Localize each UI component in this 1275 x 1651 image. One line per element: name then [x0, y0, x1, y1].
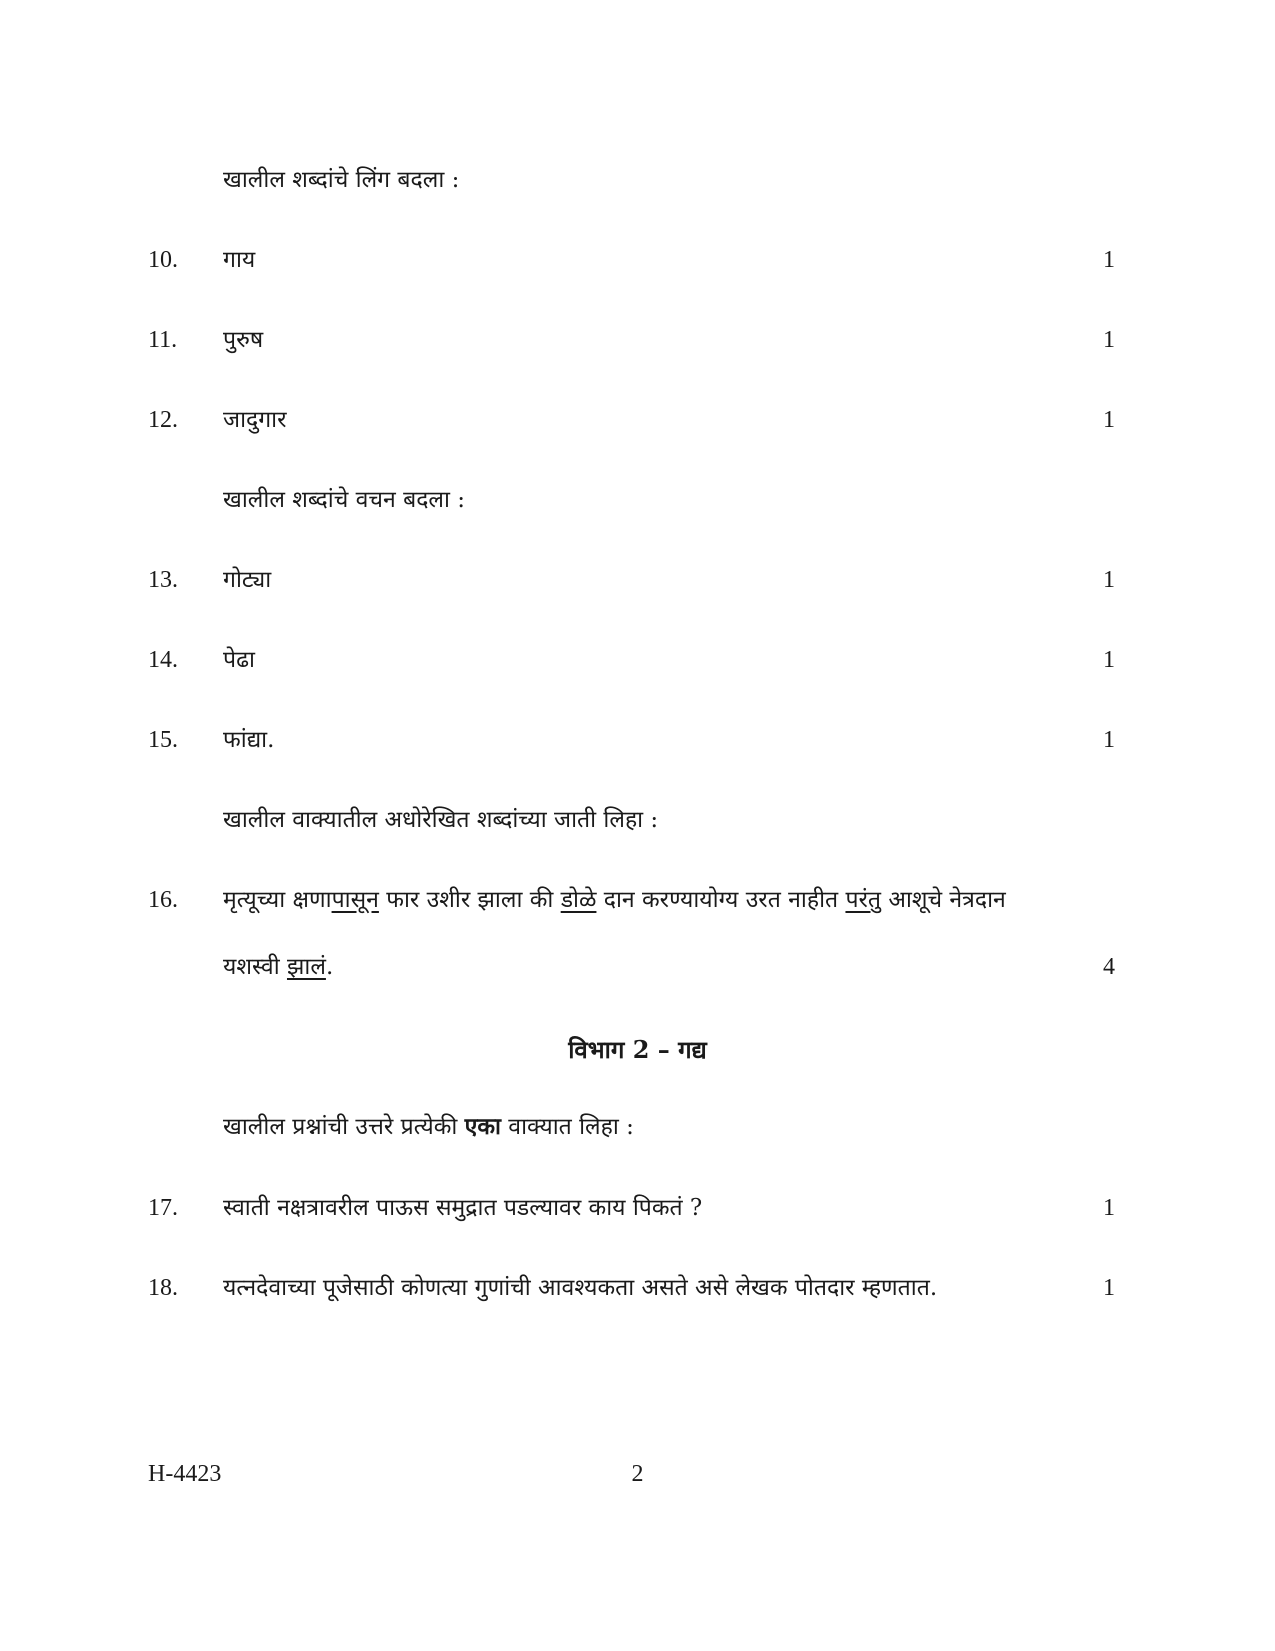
text-segment: आशूचे नेत्रदान [881, 887, 1006, 913]
question-marks: 1 [1103, 567, 1115, 593]
question-number: 12. [148, 407, 178, 433]
question-marks: 1 [1103, 247, 1115, 273]
section-heading: विभाग 2 – गद्य [568, 1035, 707, 1064]
question-marks: 4 [1103, 954, 1115, 980]
question-number: 13. [148, 567, 178, 593]
instruction-text: खालील शब्दांचे लिंग बदला : [223, 167, 460, 193]
question-text: गाय [223, 247, 256, 273]
underlined-word: परंतु [845, 887, 882, 913]
question-text: फांद्या. [223, 727, 275, 753]
paper-code: H-4423 [148, 1461, 222, 1487]
text-segment: फार उशीर झाला की [378, 887, 561, 913]
question-marks: 1 [1103, 1275, 1115, 1301]
instruction-text: खालील शब्दांचे वचन बदला : [223, 487, 466, 513]
question-number: 10. [148, 247, 178, 273]
question-text [223, 885, 1006, 915]
question-number: 18. [148, 1275, 178, 1301]
question-marks: 1 [1103, 1195, 1115, 1221]
text-segment: मृत्यूच्या क्षणा [223, 887, 332, 913]
question-number: 15. [148, 727, 178, 753]
question-text: यत्नदेवाच्या पूजेसाठी कोणत्या गुणांची आवश्यकता असते असे लेखक पोतदार म्हणतात. [223, 1275, 938, 1301]
page-number: 2 [631, 1461, 644, 1487]
instruction-text: खालील वाक्यातील अधोरेखित शब्दांच्या जाती लिहा : [223, 807, 659, 833]
underlined-word: झालं [286, 954, 326, 980]
text-segment: यशस्वी [223, 954, 287, 980]
question-text: स्वाती नक्षत्रावरील पाऊस समुद्रात पडल्यावर काय पिकतं ? [223, 1195, 703, 1221]
question-number: 14. [148, 647, 178, 673]
instruction-text [223, 1112, 634, 1142]
text-segment: . [325, 954, 334, 980]
question-marks: 1 [1103, 647, 1115, 673]
question-number: 11. [148, 327, 178, 353]
question-text: जादुगार [223, 407, 287, 433]
bold-word: एका [464, 1113, 501, 1140]
text-segment: दान करण्यायोग्य उरत नाहीत [596, 887, 846, 913]
question-number: 16. [148, 887, 178, 913]
question-marks: 1 [1103, 407, 1115, 433]
question-marks: 1 [1103, 727, 1115, 753]
text-segment: वाक्यात लिहा : [501, 1114, 634, 1140]
question-text: गोट्या [223, 567, 272, 593]
underlined-word: पासून [331, 887, 379, 913]
underlined-word: डोळे [560, 887, 597, 913]
question-marks: 1 [1103, 327, 1115, 353]
question-text: पेढा [223, 647, 255, 673]
question-text: पुरुष [223, 327, 264, 353]
question-number: 17. [148, 1195, 178, 1221]
question-text [223, 952, 333, 982]
text-segment: खालील प्रश्नांची उत्तरे प्रत्येकी [223, 1114, 465, 1140]
